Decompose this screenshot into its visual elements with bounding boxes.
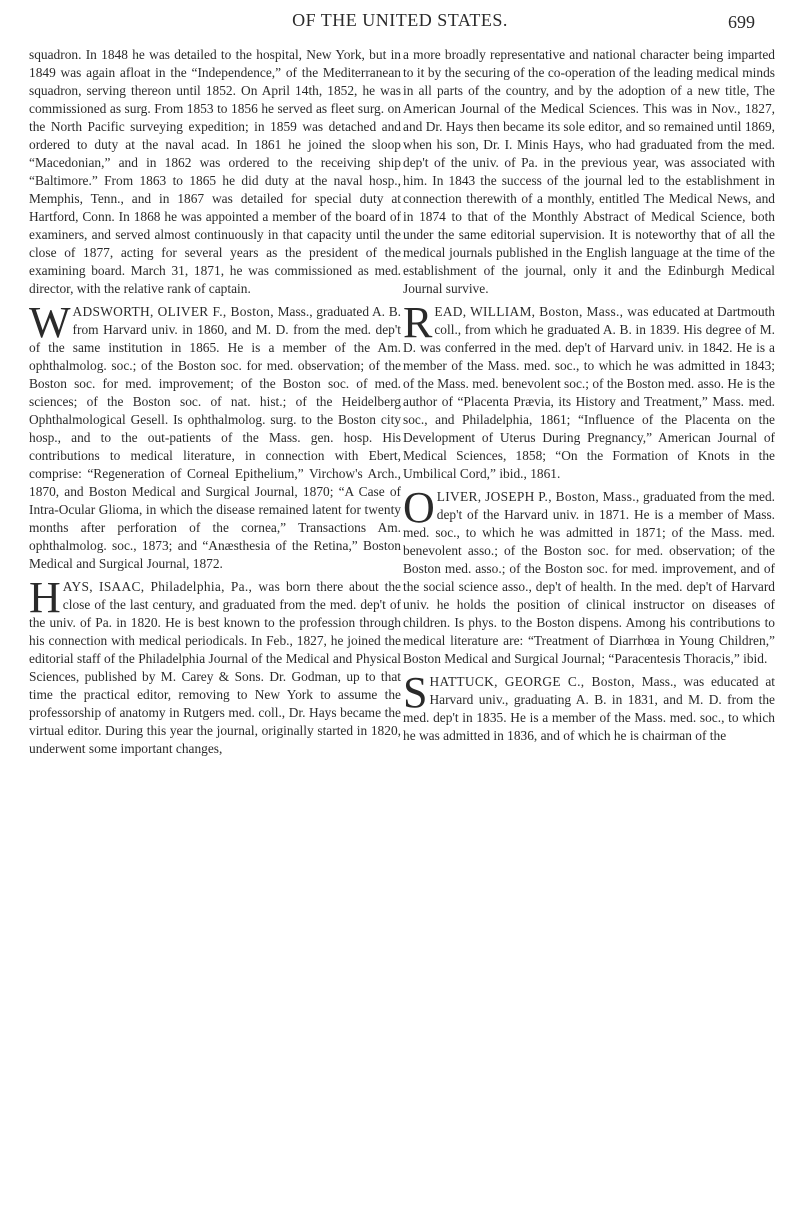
entry-body: born there about the close of the last century, and graduated from the med. dep't of the univ. of Pa. in 1820. He is best known to the profession through his connection with medical periodicals. In Feb., 1827, he joined the editorial staff of the Philadelphia Journal of the Medical and Physical Sciences, published by M. Carey & Sons. Dr. Godman, up to that time the practical editor, removing to New York to assume the professorship of anatomy in Rutgers med. coll., Dr. Hays became the virtual editor. During this year the journal, originally started in 1820, underwent some important changes, xyxy=(29,579,401,756)
entry-heading: AYS, ISAAC, Philadelphia, Pa., was xyxy=(62,579,281,594)
page-number: 699 xyxy=(728,12,755,32)
dropcap-w: W xyxy=(29,298,71,347)
dropcap-r: R xyxy=(403,298,433,347)
dropcap-h: H xyxy=(29,573,61,622)
entry-heading: HATTUCK, GEORGE C., Boston, xyxy=(429,674,635,689)
running-head: OF THE UNITED STATES. xyxy=(292,10,508,30)
entry-hays xyxy=(29,573,401,758)
right-continuation: a more broadly representative and national character being imparted to it by the securing of the co-operation of the leading medical minds in all parts of the country, and by the adoption of a new title, The American Journal of the Medical Sciences. This was in Nov., 1827, and Dr. Hays then became its sole editor, and so remained until 1869, when his son, Dr. I. Minis Hays, who had graduated from the med. dep't of the univ. of Pa. in the previous year, was associated with him. In 1843 the success of the journal led to the establishment in connection therewith of a monthly, entitled The Medical News, and in 1874 to that of the Monthly Abstract of Medical Science, both under the same editorial supervision. It is noteworthy that of all the medical journals published in the English language at the time of the establishment of the journal, only it and the Edinburgh Medical Journal survive. xyxy=(403,47,775,296)
left-column xyxy=(29,46,401,758)
right-column xyxy=(403,46,775,745)
entry-heading: EAD, WILLIAM, Boston, Mass., was xyxy=(434,304,649,319)
entry-body: educated at Dartmouth coll., from which he graduated A. B. in 1839. His degree of M. D. was conferred in the med. dep't of Harvard univ. in 1842. He is a member of the Mass. med. soc., to which he was admitted in 1843; of the Mass. med. benevolent soc.; of the Boston med. asso. He is the author of “Placenta Prævia, its History and Treatment,” Mass. med. soc., and Philadelphia, 1861; “Influence of the Placenta on the Development of Uterus During Pregnancy,” American Journal of Medical Sciences, 1858; “On the Formation of Knots in the Umbilical Cord,” ibid., 1861. xyxy=(403,304,775,481)
entry-heading: ADSWORTH, OLIVER F., Boston, xyxy=(72,304,274,319)
entry-heading: LIVER, JOSEPH P., Boston, Mass., xyxy=(436,489,640,504)
dropcap-o: O xyxy=(403,483,435,532)
entry-body: graduated from the med. dep't of the Harvard univ. in 1871. He is a member of Mass. med. soc., to which he was admitted in 1871; of the Mass. med. benevolent asso.; of the Boston soc. for med. observation; of the Boston med. asso.; of the Boston soc. for med. improvement, and of the social science asso., dep't of health. In the med. dep't of Harvard univ. he holds the position of clinical instructor on diseases of children. Is phys. to the Boston dispens. Among his contributions to medical literature are: “Treatment of Diarrhœa in Young Children,” Boston Medical and Surgical Journal; “Paracentesis Thoracis,” ibid. xyxy=(403,489,775,666)
entry-shattuck xyxy=(403,668,775,745)
entry-body: Mass., graduated A. B. from Harvard univ. in 1860, and M. D. from the med. dep't of the same institution in 1865. He is a member of the Am. ophthalmolog. soc.; of the Boston soc. for med. observation; of the Boston soc. for med. improvement; of the Boston soc. of med. sciences; of the Boston soc. of nat. hist.; of the Heidelberg Ophthalmological Gesell. Is ophthalmolog. surg. to the Boston city hosp., and to the out-patients of the Mass. gen. hosp. His contributions to medical literature, in connection with Ebert, comprise: “Regeneration of Corneal Epithelium,” Virchow's Arch., 1870, and Boston Medical and Surgical Journal, 1870; “A Case of Intra-Ocular Glioma, in which the disease remained latent for twenty months after perforation of the cornea,” Transactions Am. ophthalmolog. soc., 1873; and “Anæsthesia of the Retina,” Boston Medical and Surgical Journal, 1872. xyxy=(29,304,401,571)
left-continuation: squadron. In 1848 he was detailed to the hospital, New York, but in 1849 was again afloat in the “Independence,” of the Mediterranean squadron, serving thereon until 1852. On April 14th, 1852, he was commissioned as surg. From 1853 to 1856 he served as fleet surg. on the North Pacific surveying expedition; in 1859 was detached and ordered to duty at the naval acad. In 1861 he joined the sloop “Macedonian,” and in 1862 was ordered to the receiving ship “Baltimore.” From 1863 to 1865 he did duty at the naval hosp., Memphis, Tenn., and in 1867 was detailed for special duty at Hartford, Conn. In 1868 he was appointed a member of the board of examiners, and served almost continuously in that capacity until the close of 1877, acting for several years as the president of the examining board. March 31, 1871, he was commissioned as med. director, with the relative rank of captain. xyxy=(29,47,401,296)
dropcap-s: S xyxy=(403,668,428,717)
page-header xyxy=(0,0,800,40)
entry-body: Mass., was educated at Harvard univ., graduating A. B. in 1831, and M. D. from the med. dep't in 1835. He is a member of the Mass. med. soc., to which he was admitted in 1836, and of which he is chairman of the xyxy=(403,674,775,743)
entry-wadsworth xyxy=(29,298,401,573)
entry-read xyxy=(403,298,775,483)
entry-oliver xyxy=(403,483,775,668)
